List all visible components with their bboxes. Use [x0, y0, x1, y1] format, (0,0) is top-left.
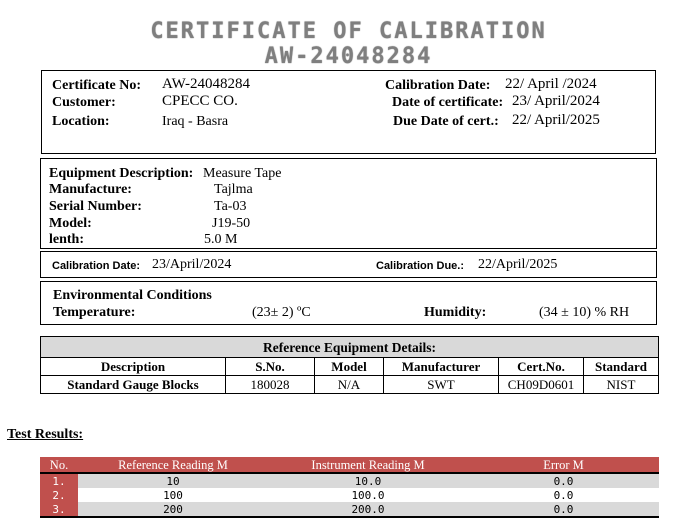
cal-date-value: 22/ April /2024 [505, 76, 597, 92]
cal-date-label: Calibration Date: [385, 78, 491, 93]
calibration-date-label: Calibration Date: [52, 260, 141, 272]
ref-header-description: Description [41, 358, 226, 376]
location-value: Iraq - Basra [162, 114, 229, 129]
length-value: 5.0 M [204, 232, 238, 247]
res-cell-error: 0.0 [468, 488, 659, 502]
table-row [40, 473, 659, 488]
temperature-value: (23± 2) ºC [252, 305, 311, 320]
res-header-no: No. [40, 457, 78, 473]
res-cell-error: 0.0 [468, 473, 659, 488]
reference-equipment-table [40, 336, 659, 394]
res-cell-instrument: 200.0 [268, 502, 468, 517]
res-cell-no: 2. [40, 488, 78, 502]
ref-header-model: Model [315, 358, 384, 376]
res-cell-reference: 100 [78, 488, 268, 502]
model-value: J19-50 [212, 216, 251, 231]
manufacture-value: Tajlma [214, 182, 253, 197]
humidity-value: (34 ± 10) % RH [539, 305, 630, 320]
res-header-error: Error M [468, 457, 659, 473]
location-label: Location: [52, 114, 110, 129]
ref-header-sno: S.No. [226, 358, 315, 376]
certificate-title: CERTIFICATE OF CALIBRATION [150, 19, 547, 44]
equipment-desc-value: Measure Tape [203, 166, 282, 181]
res-cell-reference: 10 [78, 473, 268, 488]
environment-heading: Environmental Conditions [53, 288, 212, 303]
serial-value: Ta-03 [214, 199, 247, 214]
ref-cell-manufacturer: SWT [384, 376, 499, 394]
certificate-number-title: AW-24048284 [264, 44, 433, 69]
ref-header-manufacturer: Manufacturer [384, 358, 499, 376]
calibration-date-value: 23/April/2024 [152, 257, 232, 272]
table-row [41, 376, 659, 394]
length-label: lenth: [49, 232, 84, 247]
customer-value: CPECC CO. [162, 93, 238, 109]
customer-label: Customer: [52, 95, 116, 110]
serial-label: Serial Number: [49, 199, 142, 214]
certificate-no-value: AW-24048284 [162, 76, 250, 92]
model-label: Model: [49, 216, 92, 231]
equipment-desc-label: Equipment Description: [49, 166, 194, 181]
ref-cell-standard: NIST [584, 376, 659, 394]
res-cell-no: 1. [40, 473, 78, 488]
test-results-table [40, 457, 659, 518]
reference-caption: Reference Equipment Details: [41, 337, 659, 358]
ref-cell-description: Standard Gauge Blocks [41, 376, 226, 394]
table-row [40, 502, 659, 517]
res-cell-instrument: 10.0 [268, 473, 468, 488]
cert-date-value: 23/ April/2024 [512, 93, 600, 109]
res-cell-reference: 200 [78, 502, 268, 517]
ref-cell-sno: 180028 [226, 376, 315, 394]
res-header-instrument: Instrument Reading M [268, 457, 468, 473]
manufacture-label: Manufacture: [49, 182, 132, 197]
res-cell-error: 0.0 [468, 502, 659, 517]
humidity-label: Humidity: [424, 305, 487, 320]
calibration-due-label: Calibration Due.: [376, 260, 465, 272]
due-date-label: Due Date of cert.: [393, 114, 499, 129]
cert-date-label: Date of certificate: [392, 95, 504, 110]
temperature-label: Temperature: [53, 305, 136, 320]
ref-header-certno: Cert.No. [499, 358, 584, 376]
res-header-reference: Reference Reading M [78, 457, 268, 473]
certificate-no-label: Certificate No: [52, 78, 142, 93]
res-cell-instrument: 100.0 [268, 488, 468, 502]
due-date-value: 22/ April/2025 [512, 112, 600, 128]
table-row [40, 488, 659, 502]
ref-header-standard: Standard [584, 358, 659, 376]
res-cell-no: 3. [40, 502, 78, 517]
calibration-due-value: 22/April/2025 [478, 257, 558, 272]
ref-cell-model: N/A [315, 376, 384, 394]
ref-cell-certno: CH09D0601 [499, 376, 584, 394]
test-results-title: Test Results: [7, 427, 84, 442]
